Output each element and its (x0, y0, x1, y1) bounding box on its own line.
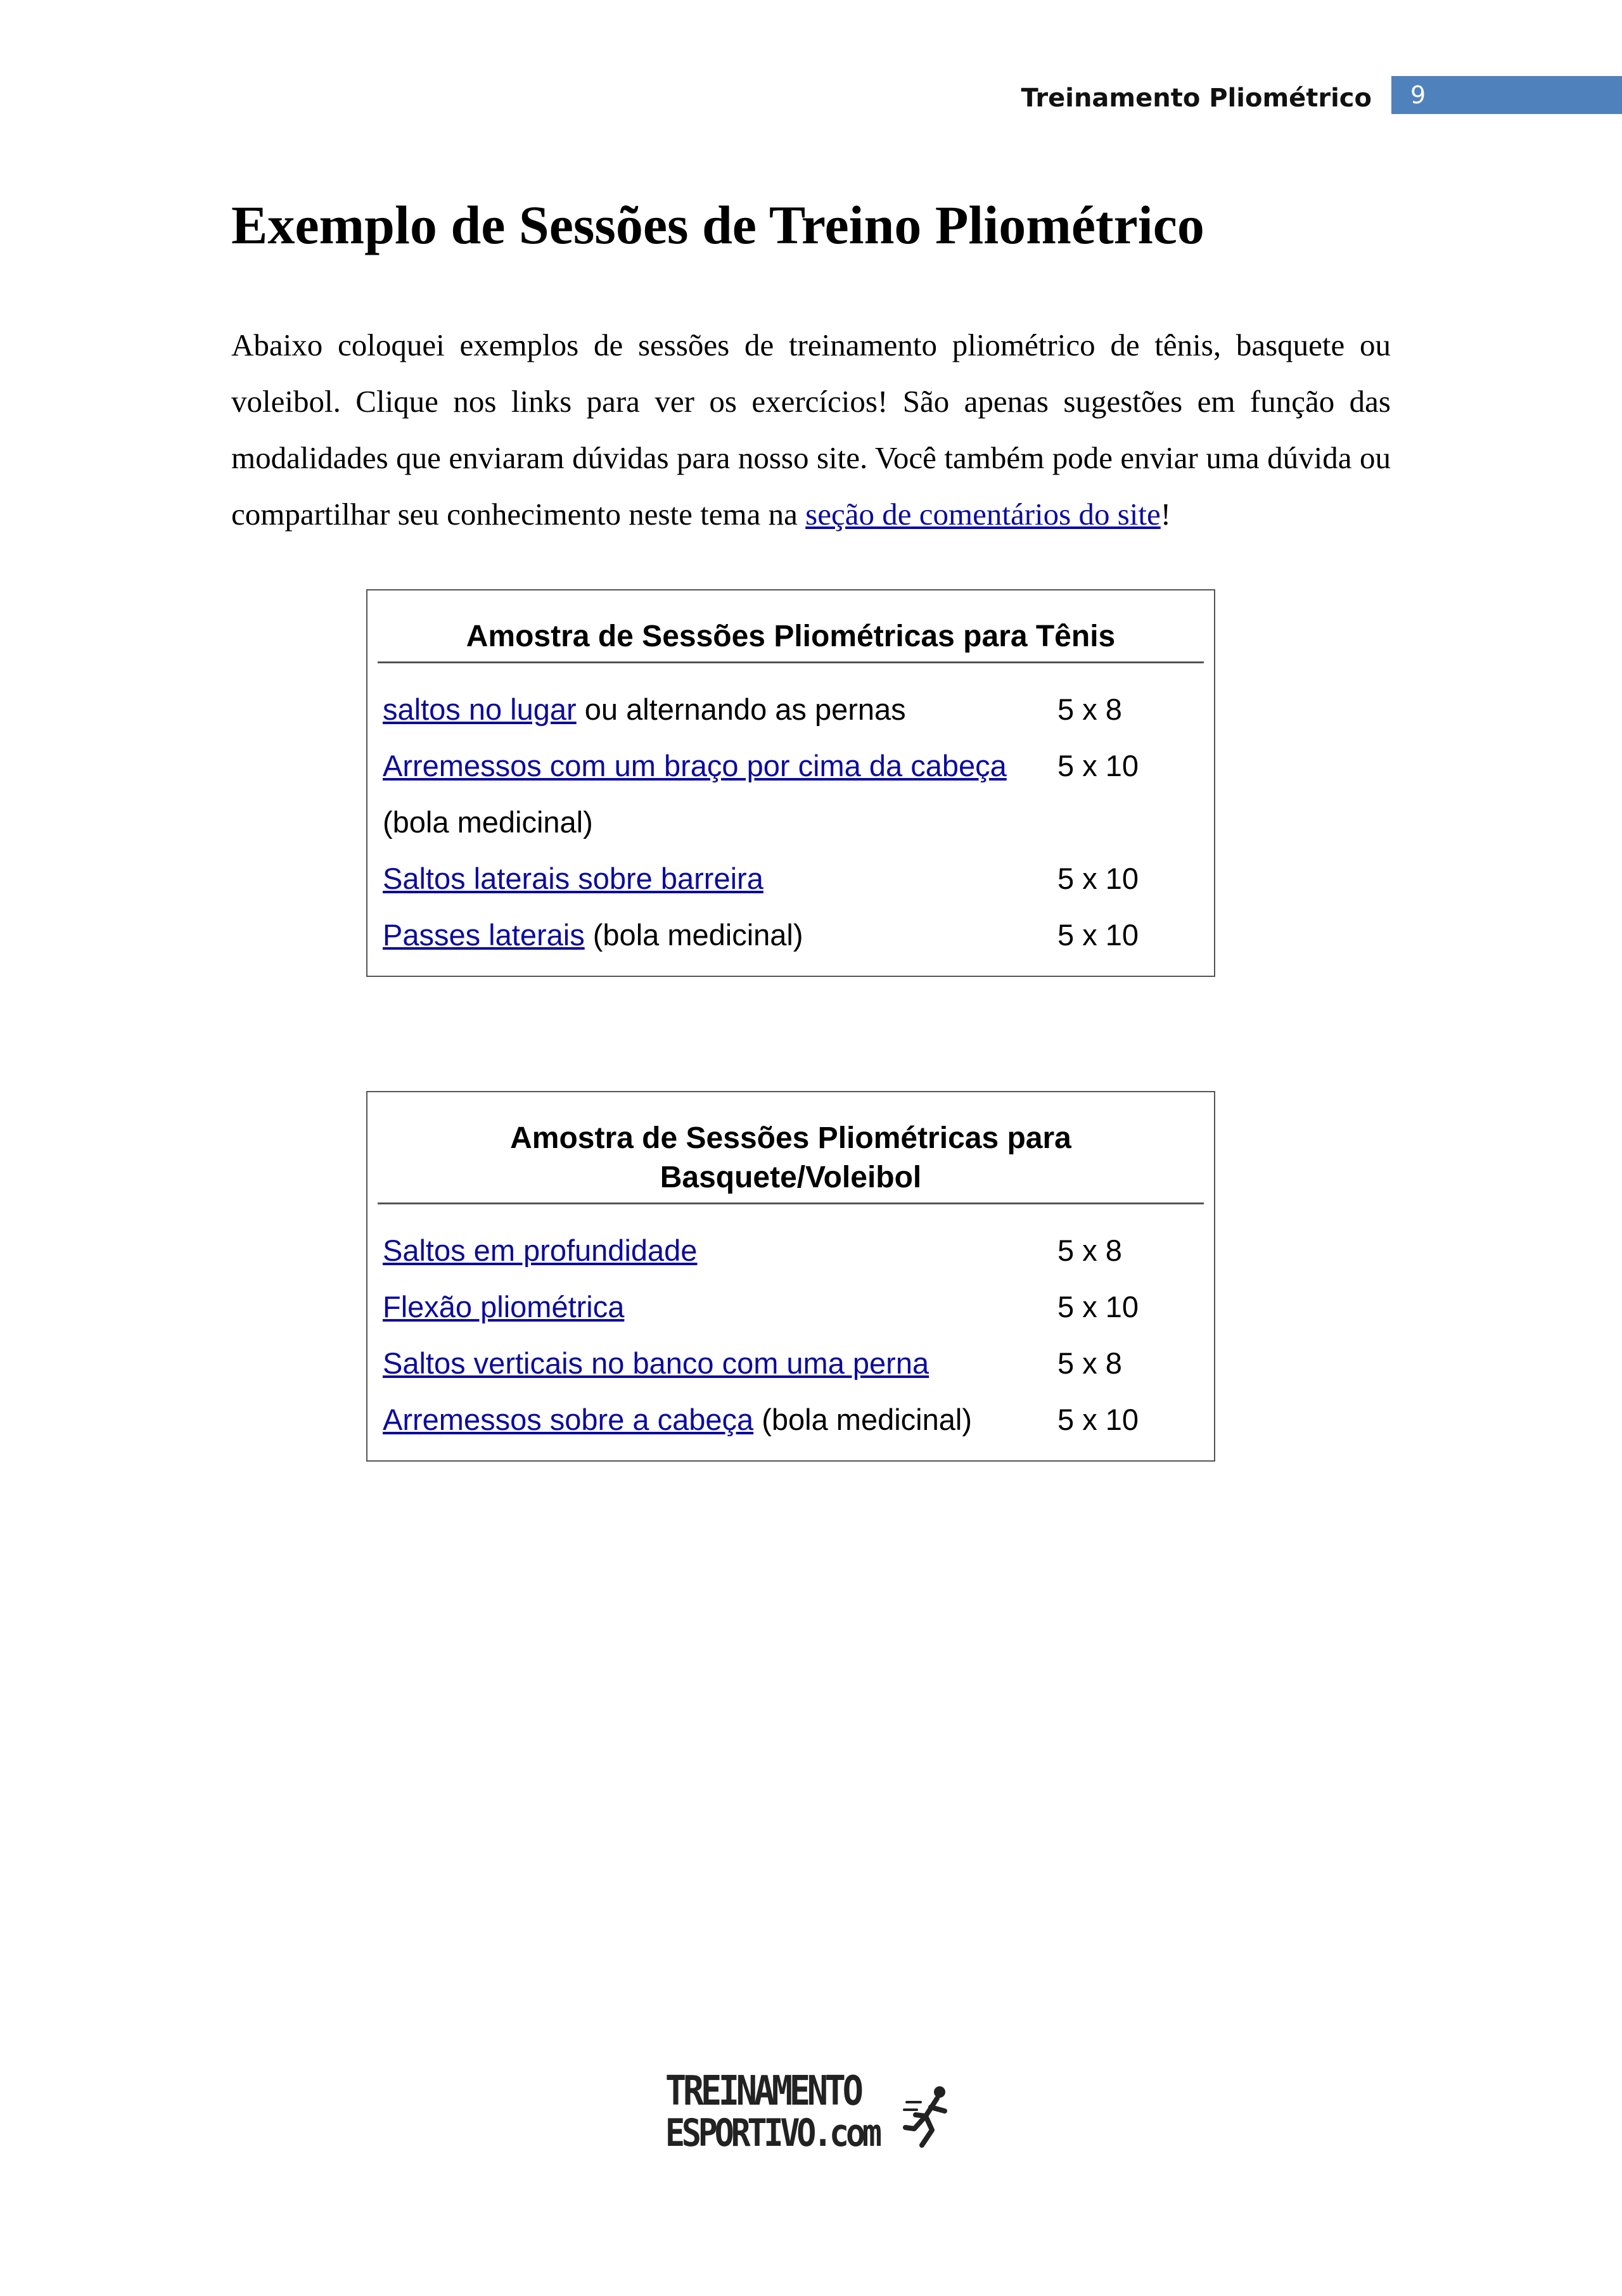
exercise-note: (bola medicinal) (753, 1403, 972, 1436)
exercise-cell (383, 681, 1045, 737)
exercise-link[interactable]: Saltos laterais sobre barreira (383, 862, 763, 895)
running-title: Treinamento Pliométrico (1021, 84, 1372, 113)
exercise-cell (383, 1391, 1045, 1448)
table-row (383, 681, 1214, 737)
intro-text: Abaixo coloquei exemplos de sessões de treinamento pliométrico de tênis, basquete ou voleibol. Clique nos links para ver os exercícios! São apenas sugestões em função das modalidades que enviaram dúvidas para nosso site. Você também pode enviar uma dúvida ou compartilhar seu conhecimento neste tema na (231, 328, 1391, 532)
sets-reps: 5 x 10 (1057, 1403, 1139, 1436)
logo-line-1: TREINAMENTO (665, 2068, 860, 2115)
sets-reps: 5 x 8 (1057, 692, 1122, 726)
table-row (383, 1222, 1214, 1279)
basketball-table-title: Amostra de Sessões Pliométricas para Basquete/Voleibol (378, 1119, 1204, 1204)
page-heading: Exemplo de Sessões de Treino Pliométrico (231, 195, 1204, 255)
intro-text-end: ! (1160, 497, 1172, 532)
exercise-link[interactable]: Saltos verticais no banco com uma perna (383, 1346, 929, 1380)
exercise-link[interactable]: Arremessos sobre a cabeça (383, 1403, 754, 1436)
exercise-link[interactable]: saltos no lugar (383, 692, 577, 726)
intro-paragraph (231, 317, 1391, 542)
exercise-link[interactable]: Saltos em profundidade (383, 1234, 698, 1267)
page-number: 9 (1410, 81, 1426, 109)
table-row (383, 850, 1214, 907)
tennis-sessions-table (366, 589, 1215, 977)
sets-reps: 5 x 10 (1057, 862, 1139, 895)
exercise-note: ou alternando as pernas (576, 692, 906, 726)
table-row (383, 1335, 1214, 1391)
sets-reps: 5 x 8 (1057, 1346, 1122, 1380)
exercise-cell (383, 1335, 1045, 1391)
exercise-cell (383, 737, 1045, 850)
sets-reps: 5 x 10 (1057, 1290, 1139, 1323)
exercise-note: (bola medicinal) (383, 805, 593, 839)
exercise-cell (383, 907, 1045, 963)
exercise-note: (bola medicinal) (584, 918, 803, 952)
running-header (0, 76, 1622, 120)
exercise-cell (383, 850, 1045, 907)
table-row (383, 1391, 1214, 1448)
logo-line-2: ESPORTIVO.com (665, 2111, 879, 2155)
page-number-badge (1391, 76, 1622, 114)
sets-reps: 5 x 8 (1057, 1234, 1122, 1267)
table-row (383, 1279, 1214, 1335)
basketball-volleyball-sessions-table (366, 1091, 1215, 1462)
table-row (383, 907, 1214, 963)
exercise-cell (383, 1279, 1045, 1335)
table-row (383, 737, 1214, 850)
exercise-link[interactable]: Arremessos com um braço por cima da cabeça (383, 749, 1007, 782)
exercise-cell (383, 1222, 1045, 1279)
exercise-link[interactable]: Flexão pliométrica (383, 1290, 625, 1323)
comments-section-link[interactable]: seção de comentários do site (805, 497, 1161, 532)
running-athlete-icon (903, 2083, 954, 2153)
exercise-link[interactable]: Passes laterais (383, 918, 585, 952)
sets-reps: 5 x 10 (1057, 749, 1139, 782)
tennis-table-title: Amostra de Sessões Pliométricas para Tênis (378, 617, 1204, 663)
sets-reps: 5 x 10 (1057, 918, 1139, 952)
site-logo (665, 2070, 969, 2172)
